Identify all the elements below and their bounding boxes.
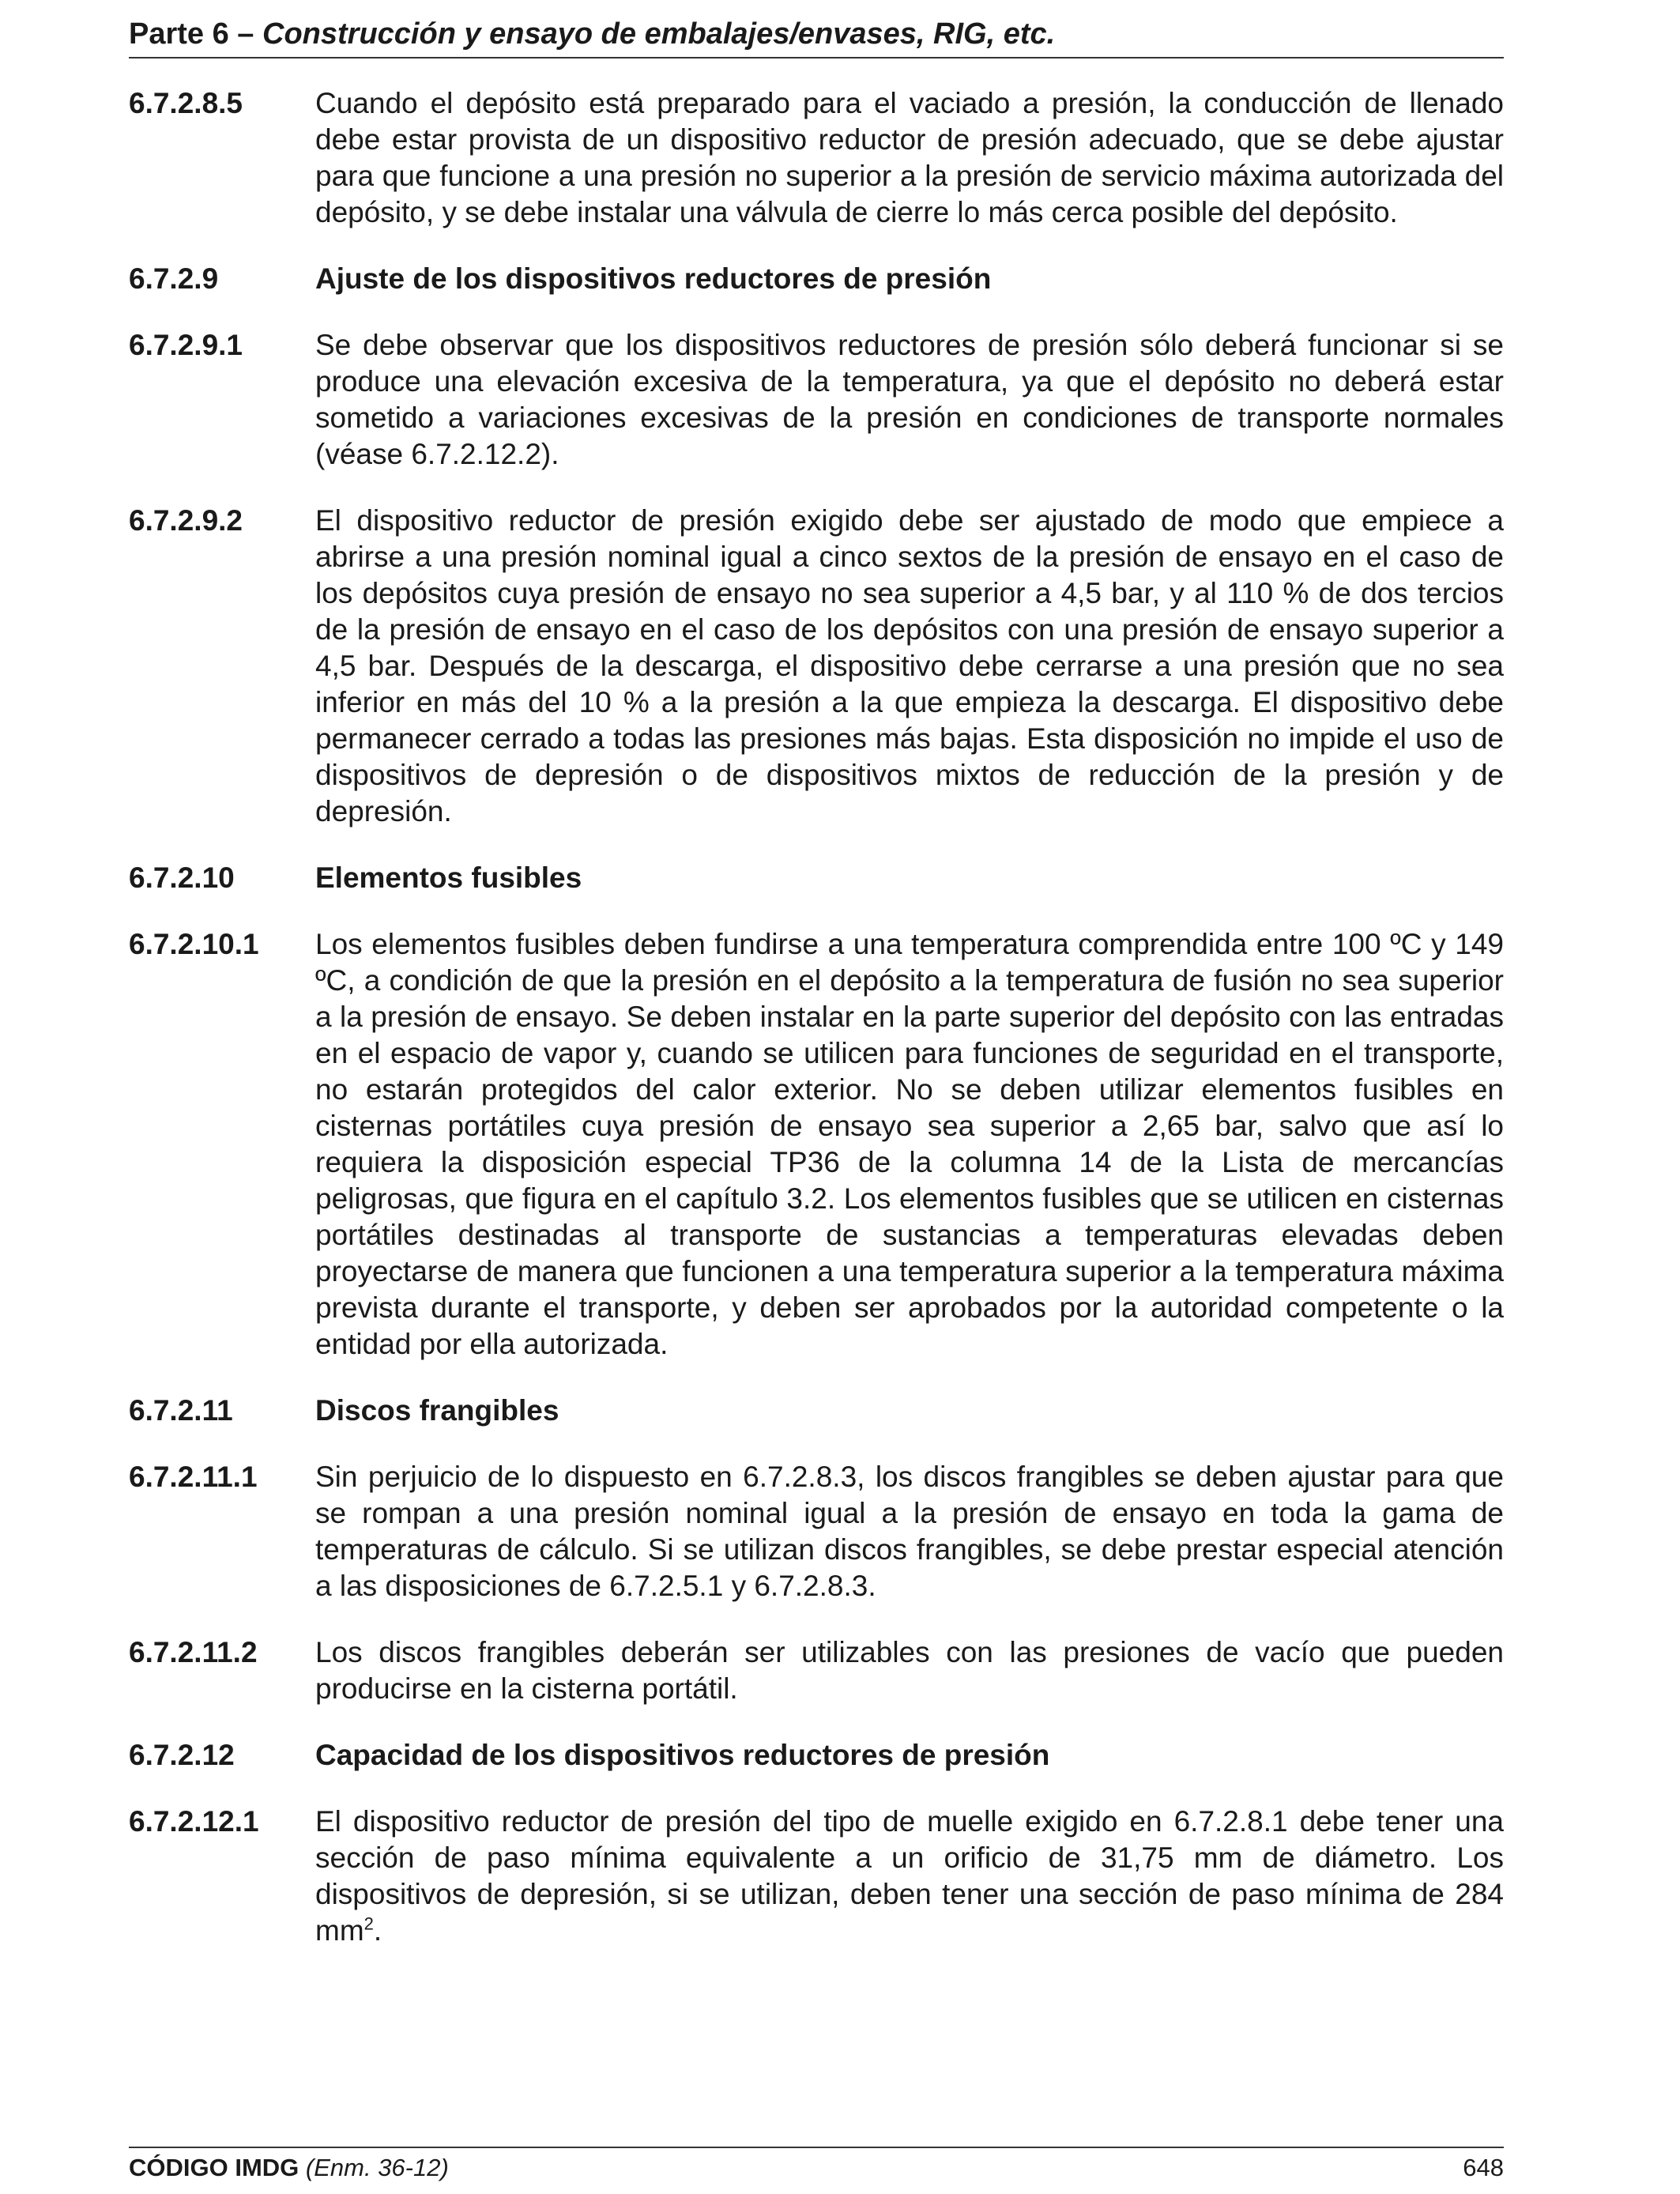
section-text: Cuando el depósito está preparado para el vaciado a presión, la conducción de llenado debe estar provista de un dispositivo reductor de presión adecuado, que se debe ajustar para que funcione a una presión no superior a la presión de servicio máxima autorizada del depósito, y se debe instalar una válvula de cierre lo más cerca posible del depósito. bbox=[315, 87, 1504, 228]
section-text: Los discos frangibles deberán ser utilizables con las presiones de vacío que pueden producirse en la cisterna portátil. bbox=[315, 1636, 1504, 1705]
section-6-7-2-11 bbox=[129, 1393, 1504, 1429]
section-number: 6.7.2.11 bbox=[129, 1394, 233, 1427]
footer-code: CÓDIGO IMDG bbox=[129, 2154, 299, 2181]
section-text bbox=[315, 1804, 1504, 1949]
section-number: 6.7.2.8.5 bbox=[129, 87, 243, 119]
section-6-7-2-9 bbox=[129, 261, 1504, 297]
section-6-7-2-11-2 bbox=[129, 1634, 1504, 1707]
superscript-two: 2 bbox=[363, 1913, 374, 1934]
section-number: 6.7.2.9.1 bbox=[129, 329, 243, 361]
section-6-7-2-9-1 bbox=[129, 327, 1504, 473]
section-heading: Capacidad de los dispositivos reductores de presión bbox=[315, 1739, 1050, 1771]
section-6-7-2-12-1 bbox=[129, 1804, 1504, 1949]
section-text: Se debe observar que los dispositivos reductores de presión sólo deberá funcionar si se produce una elevación excesiva de la temperatura, ya que el depósito no deberá estar sometido a variaciones excesivas de la presión en condiciones de transporte normales (véase 6.7.2.12.2). bbox=[315, 329, 1504, 470]
page-header bbox=[129, 16, 1504, 58]
section-text: El dispositivo reductor de presión exigido debe ser ajustado de modo que empiece a abrirse a una presión nominal igual a cinco sextos de la presión de ensayo en el caso de los depósitos cuya presión de ensayo no sea superior a 4,5 bar, y al 110 % de dos tercios de la presión de ensayo en el caso de los depósitos con una presión de ensayo superior a 4,5 bar. Después de la descarga, el dispositivo debe cerrarse a una presión que no sea inferior en más del 10 % a la presión a la que empieza la descarga. El dispositivo debe permanecer cerrado a todas las presiones más bajas. Esta disposición no impide el uso de dispositivos de depresión o de dispositivos mixtos de reducción de la presión y de depresión. bbox=[315, 504, 1504, 827]
section-number: 6.7.2.12.1 bbox=[129, 1805, 259, 1838]
section-number: 6.7.2.10.1 bbox=[129, 928, 259, 960]
section-heading: Ajuste de los dispositivos reductores de presión bbox=[315, 262, 992, 295]
document-body bbox=[129, 85, 1504, 1979]
section-text-tail: . bbox=[373, 1914, 382, 1947]
section-number: 6.7.2.11.2 bbox=[129, 1636, 258, 1668]
section-6-7-2-10 bbox=[129, 860, 1504, 896]
section-number: 6.7.2.12 bbox=[129, 1739, 235, 1771]
section-6-7-2-9-2 bbox=[129, 503, 1504, 830]
footer-amendment: (Enm. 36-12) bbox=[305, 2154, 449, 2181]
header-part: Parte 6 – bbox=[129, 17, 262, 51]
footer-left bbox=[129, 2153, 449, 2183]
section-number: 6.7.2.10 bbox=[129, 861, 235, 894]
section-6-7-2-10-1 bbox=[129, 926, 1504, 1363]
section-text-main: El dispositivo reductor de presión del tipo de muelle exigido en 6.7.2.8.1 debe tener una sección de paso mínima equivalente a un orificio de 31,75 mm de diámetro. Los dispositivos de depresión, si se utilizan, deben tener una sección de paso mínima de 284 mm bbox=[315, 1805, 1504, 1947]
section-6-7-2-11-1 bbox=[129, 1459, 1504, 1604]
section-number: 6.7.2.9.2 bbox=[129, 504, 243, 537]
section-6-7-2-8-5 bbox=[129, 85, 1504, 231]
section-text: Sin perjuicio de lo dispuesto en 6.7.2.8.3, los discos frangibles se deben ajustar para que se rompan a una presión nominal igual a la presión de ensayo en toda la gama de temperaturas de cálculo. Si se utilizan discos frangibles, se debe prestar especial atención a las disposiciones de 6.7.2.5.1 y 6.7.2.8.3. bbox=[315, 1461, 1504, 1602]
section-heading: Discos frangibles bbox=[315, 1394, 559, 1427]
page-number: 648 bbox=[1463, 2154, 1504, 2181]
section-heading: Elementos fusibles bbox=[315, 861, 582, 894]
section-number: 6.7.2.9 bbox=[129, 262, 219, 295]
section-text: Los elementos fusibles deben fundirse a una temperatura comprendida entre 100 ºC y 149 ºC, a condición de que la presión en el depósito a la temperatura de fusión no sea superior a la presión de ensayo. Se deben instalar en la parte superior del depósito con las entradas en el espacio de vapor y, cuando se utilicen para funciones de seguridad en el transporte, no estarán protegidos del calor exterior. No se deben utilizar elementos fusibles en cisternas portátiles cuya presión de ensayo sea superior a 2,65 bar, salvo que así lo requiera la disposición especial TP36 de la columna 14 de la Lista de mercancías peligrosas, que figura en el capítulo 3.2. Los elementos fusibles que se utilicen en cisternas portátiles destinadas al transporte de sustancias a temperaturas elevadas deben proyectarse de manera que funcionen a una temperatura superior a la temperatura máxima prevista durante el transporte, y deben ser aprobados por la autoridad competente o la entidad por ella autorizada. bbox=[315, 928, 1504, 1360]
section-6-7-2-12 bbox=[129, 1737, 1504, 1774]
section-number: 6.7.2.11.1 bbox=[129, 1461, 258, 1493]
page-footer bbox=[129, 2147, 1504, 2183]
header-title: Construcción y ensayo de embalajes/envases, RIG, etc. bbox=[262, 17, 1056, 51]
